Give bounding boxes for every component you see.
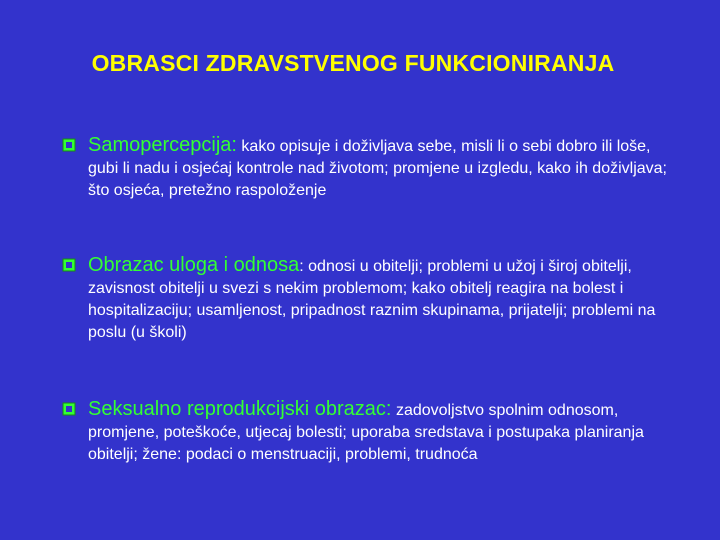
- bullet-text: [62, 254, 672, 344]
- checkbox-icon: [62, 138, 76, 152]
- checkbox-icon: [62, 402, 76, 416]
- bullet-heading: Samopercepcija:: [88, 134, 237, 156]
- bullet-text: [62, 134, 672, 202]
- bullet-heading: Obrazac uloga i odnosa: [88, 254, 300, 276]
- bullet-body: kako opisuje i doživljava sebe, misli li o sebi dobro ili loše, gubi li nadu i osjećaj kontrole nad životom; promjene u izgledu, kako ih doživljava; što osjeća, pretežno raspoloženje: [88, 138, 667, 199]
- bullet-body: : odnosi u obitelji; problemi u užoj i široj obitelji, zavisnost obitelji u svezi s nekim problemom; kako obitelj reagira na bolest i hospitalizaciju; usamljenost, pripadnost raznim skupinama, prijatelji; problemi na poslu (u školi): [88, 258, 656, 341]
- bullet-item-roles-relations: [62, 254, 672, 344]
- slide-title: OBRASCI ZDRAVSTVENOG FUNKCIONIRANJA: [91, 50, 615, 76]
- bullet-item-sexual-reproductive: [62, 398, 672, 466]
- bullet-body: zadovoljstvo spolnim odnosom, promjene, poteškoće, utjecaj bolesti; uporaba sredstava i postupaka planiranja obitelji; žene: podaci o menstruaciji, problemi, trudnoća: [88, 402, 644, 463]
- checkbox-icon: [62, 258, 76, 272]
- bullet-text: [62, 398, 672, 466]
- bullet-heading: Seksualno reprodukcijski obrazac:: [88, 398, 392, 420]
- bullet-item-self-perception: [62, 134, 672, 202]
